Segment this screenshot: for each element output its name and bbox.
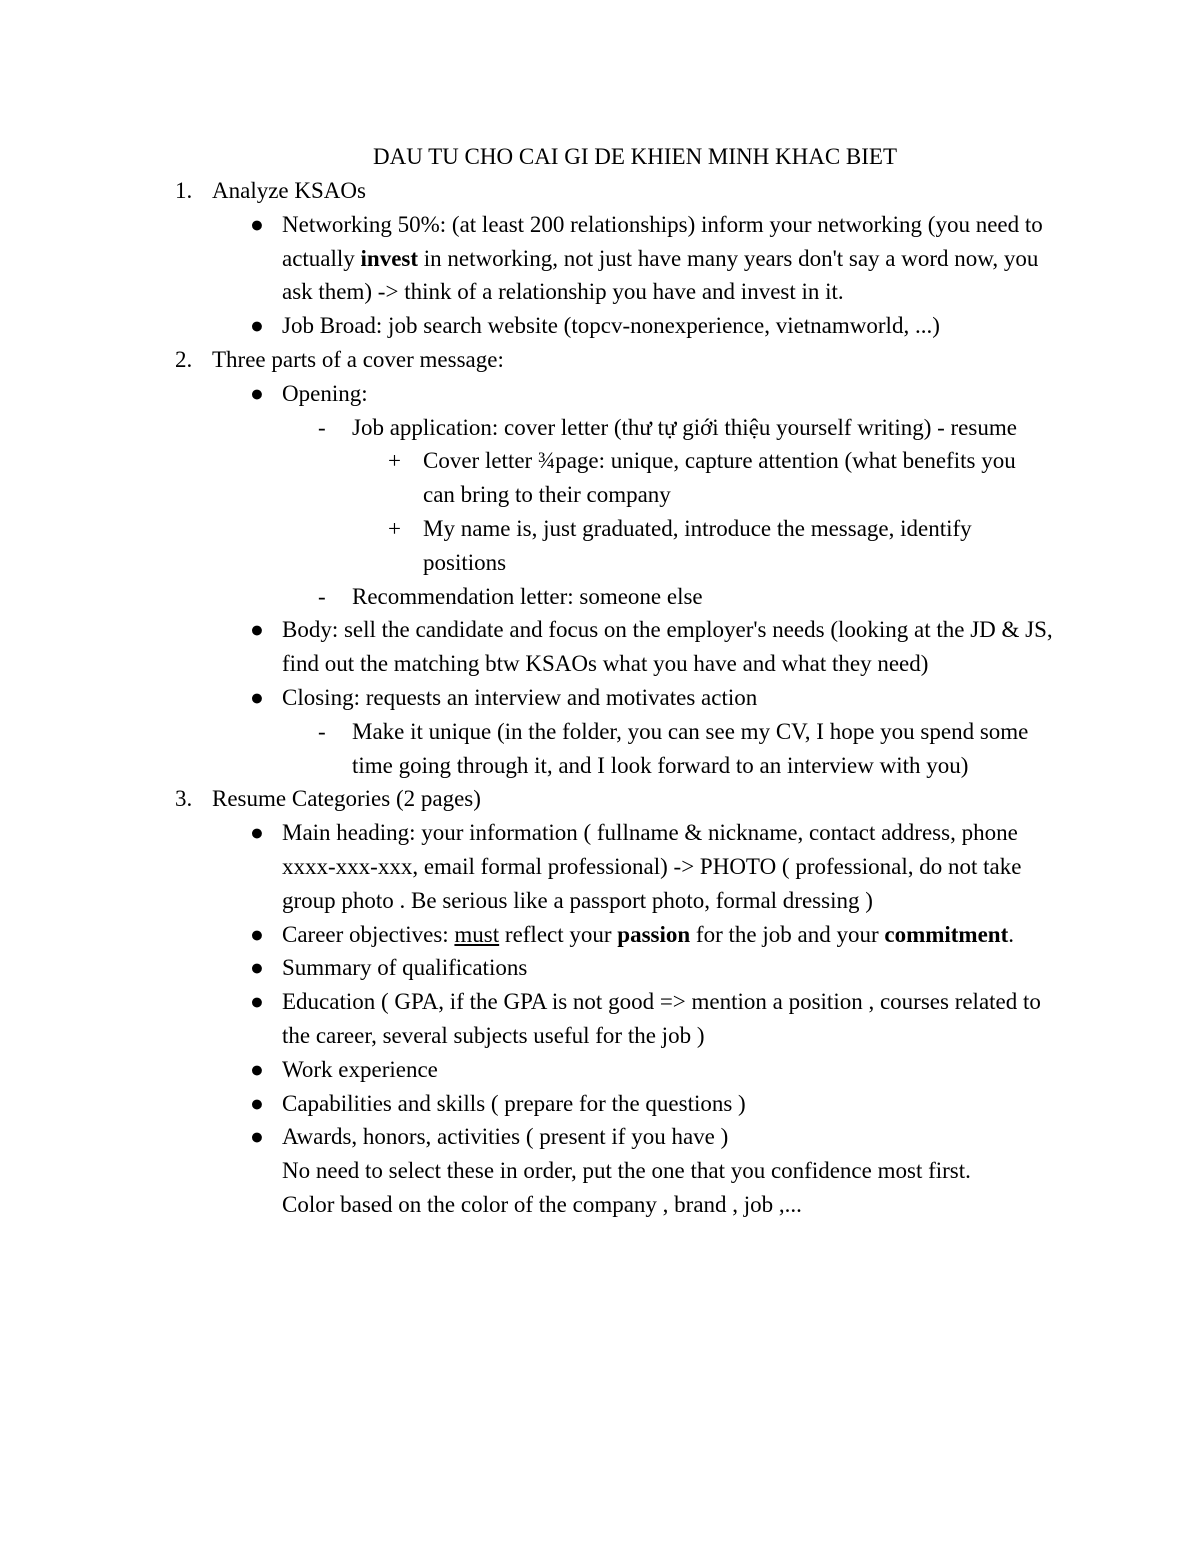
list-item: ● Networking 50%: (at least 200 relationships) inform your networking (you need to actually invest in networking, not just have many years don't say a word now, you ask them) -> think of a relationship you have and invest in it. xyxy=(0,208,1062,309)
bullet-icon: ● xyxy=(250,989,264,1015)
list-item: ● Job Broad: job search website (topcv-nonexperience, vietnamworld, ...) xyxy=(0,309,1062,343)
emphasis-text: invest xyxy=(360,245,419,271)
underlined-text: must xyxy=(454,921,500,947)
note-line: No need to select these in order, put the one that you confidence most first. xyxy=(282,1158,971,1184)
list-item: ● Career objectives: must reflect your passion for the job and your commitment. xyxy=(0,918,1062,952)
list-item: ● Opening: xyxy=(0,377,1062,411)
section-title: Resume Categories (2 pages) xyxy=(212,786,481,812)
section-title: Three parts of a cover message: xyxy=(212,346,504,372)
list-item: ● Education ( GPA, if the GPA is not good => mention a position , courses related to the career, several subjects useful for the job ) xyxy=(0,985,1062,1053)
plus-icon: + xyxy=(388,448,401,474)
list-item: ● Work experience xyxy=(0,1053,1062,1087)
section-title: Analyze KSAOs xyxy=(212,178,366,203)
section-heading xyxy=(0,174,1062,208)
bullet-icon: ● xyxy=(250,380,264,406)
list-item: ● Closing: requests an interview and motivates action xyxy=(0,681,1062,715)
nested-list-item: + Cover letter ¾page: unique, capture attention (what benefits you can bring to their company xyxy=(0,444,1053,512)
document-title: DAU TU CHO CAI GI DE KHIEN MINH KHAC BIET xyxy=(372,144,898,169)
dash-icon: - xyxy=(318,718,326,744)
list-number: 2. xyxy=(175,346,193,372)
emphasis-text: passion xyxy=(617,921,691,947)
note-line: Color based on the color of the company , brand , job ,... xyxy=(282,1191,802,1217)
dash-icon: - xyxy=(318,583,326,609)
bullet-icon: ● xyxy=(250,313,264,339)
list-item: ● Capabilities and skills ( prepare for the questions ) xyxy=(0,1087,1062,1121)
list-item: ● Body: sell the candidate and focus on the employer's needs (looking at the JD & JS, find out the matching btw KSAOs what you have and what they need) xyxy=(0,613,1062,681)
list-number: 3. xyxy=(175,786,193,812)
bullet-icon: ● xyxy=(250,1090,264,1116)
bullet-icon: ● xyxy=(250,684,264,710)
list-item: ● Summary of qualifications xyxy=(0,951,1062,985)
dash-icon: - xyxy=(318,414,326,440)
bullet-icon: ● xyxy=(250,1056,264,1082)
document-body xyxy=(0,174,1200,1222)
section-heading xyxy=(0,343,1062,377)
list-item: ● Awards, honors, activities ( present if you have ) xyxy=(0,1120,1062,1154)
emphasis-text: commitment xyxy=(884,921,1009,947)
bullet-icon: ● xyxy=(250,211,264,237)
nested-list-item: + My name is, just graduated, introduce the message, identify positions xyxy=(0,512,1053,580)
bullet-icon: ● xyxy=(250,1124,264,1150)
sub-list-item: - Job application: cover letter (thư tự giới thiệu yourself writing) - resume xyxy=(0,411,1057,445)
list-item: ● Main heading: your information ( fullname & nickname, contact address, phone xxxx-xxx-xxx, email formal professional) -> PHOTO ( professional, do not take group photo . Be serious like a passport photo, formal dressing ) xyxy=(0,816,1062,917)
bullet-icon: ● xyxy=(250,921,264,947)
sub-list-item: - Make it unique (in the folder, you can see my CV, I hope you spend some time going through it, and I look forward to an interview with you) xyxy=(0,715,1057,783)
section-heading xyxy=(0,782,1062,816)
bullet-icon: ● xyxy=(250,955,264,981)
bullet-icon: ● xyxy=(250,617,264,643)
list-number: 1. xyxy=(175,178,193,203)
bullet-icon: ● xyxy=(250,820,264,846)
sub-list-item: - Recommendation letter: someone else xyxy=(0,580,1057,614)
plus-icon: + xyxy=(388,515,401,541)
